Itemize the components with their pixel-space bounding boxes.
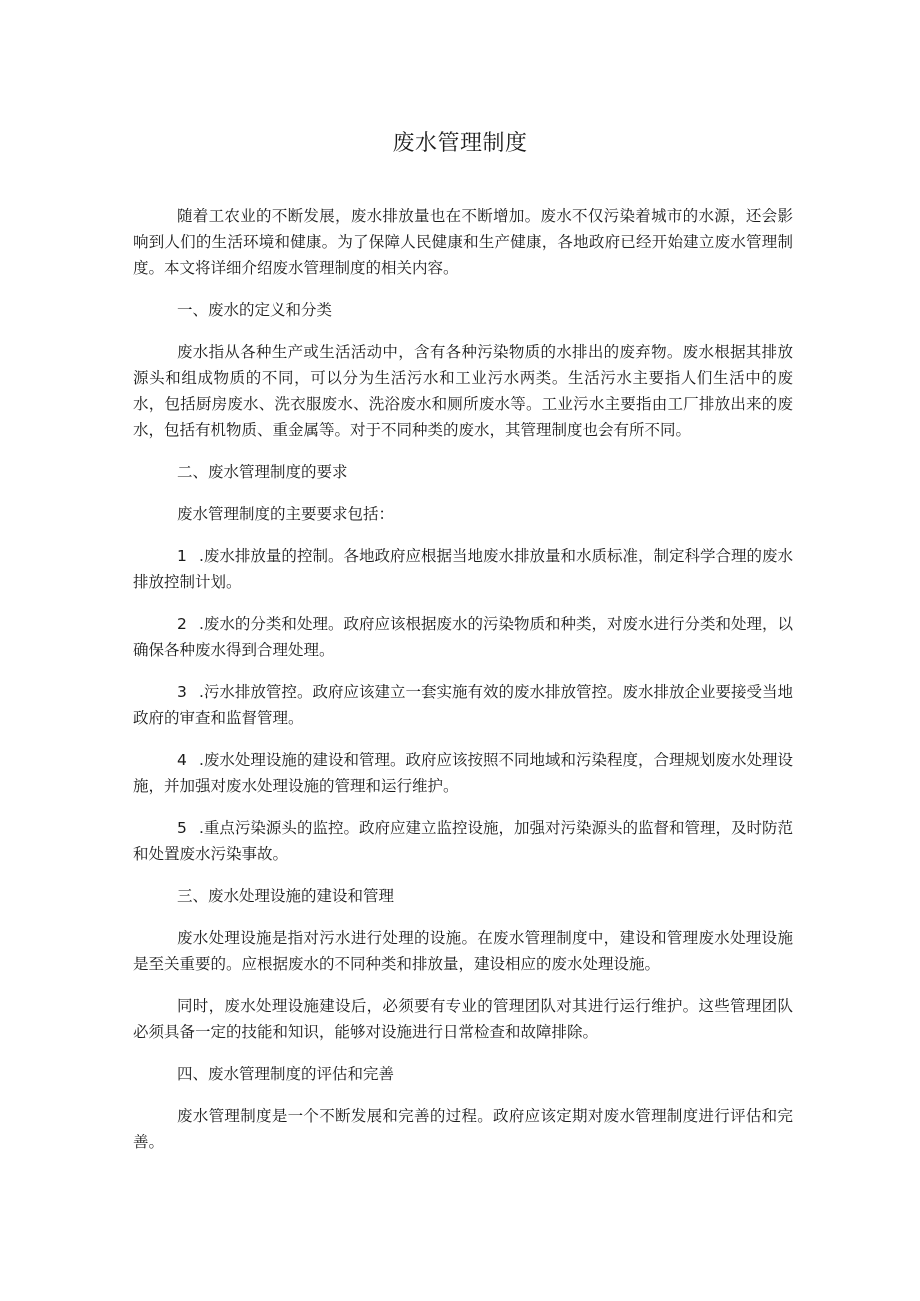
item-text: .重点污染源头的监控。政府应建立监控设施，加强对污染源头的监督和管理，及时防范和处置废水污染事故。 (133, 819, 793, 863)
section-4-paragraph: 废水管理制度是一个不断发展和完善的过程。政府应该定期对废水管理制度进行评估和完善。 (133, 1107, 793, 1151)
section-2-lead: 废水管理制度的主要要求包括： (177, 505, 395, 523)
section-heading-1: 一、废水的定义和分类 (177, 301, 333, 319)
item-number: 2 (177, 615, 187, 633)
requirement-item-3 (133, 679, 793, 731)
item-text: .废水的分类和处理。政府应该根据废水的污染物质和种类，对废水进行分类和处理，以确保各种废水得到合理处理。 (133, 615, 793, 659)
item-number: 1 (177, 547, 187, 565)
item-number: 5 (177, 819, 187, 837)
section-3-paragraph-2: 同时，废水处理设施建设后，必须要有专业的管理团队对其进行运行维护。这些管理团队必须具备一定的技能和知识，能够对设施进行日常检查和故障排除。 (133, 997, 793, 1041)
document-title: 废水管理制度 (392, 131, 528, 156)
item-number: 4 (177, 751, 187, 769)
item-text: .污水排放管控。政府应该建立一套实施有效的废水排放管控。废水排放企业要接受当地政府的审查和监督管理。 (133, 683, 793, 727)
section-1-paragraph: 废水指从各种生产或生活活动中，含有各种污染物质的水排出的废弃物。废水根据其排放源头和组成物质的不同，可以分为生活污水和工业污水两类。生活污水主要指人们生活中的废水，包括厨房废水、洗衣服废水、洗浴废水和厕所废水等。工业污水主要指由工厂排放出来的废水，包括有机物质、重金属等。对于不同种类的废水，其管理制度也会有所不同。 (133, 343, 793, 439)
section-3-paragraph-1: 废水处理设施是指对污水进行处理的设施。在废水管理制度中，建设和管理废水处理设施是至关重要的。应根据废水的不同种类和排放量，建设相应的废水处理设施。 (133, 929, 793, 973)
requirement-item-2 (133, 611, 793, 663)
section-heading-3: 三、废水处理设施的建设和管理 (177, 887, 395, 905)
section-heading-4: 四、废水管理制度的评估和完善 (177, 1065, 395, 1083)
item-text: .废水排放量的控制。各地政府应根据当地废水排放量和水质标准，制定科学合理的废水排放控制计划。 (133, 547, 793, 591)
intro-paragraph: 随着工农业的不断发展，废水排放量也在不断增加。废水不仅污染着城市的水源，还会影响到人们的生活环境和健康。为了保障人民健康和生产健康，各地政府已经开始建立废水管理制度。本文将详细介绍废水管理制度的相关内容。 (133, 207, 793, 277)
section-heading-2: 二、废水管理制度的要求 (177, 463, 348, 481)
requirement-item-4 (133, 747, 793, 799)
item-text: .废水处理设施的建设和管理。政府应该按照不同地域和污染程度，合理规划废水处理设施，并加强对废水处理设施的管理和运行维护。 (133, 751, 793, 795)
requirement-item-5 (133, 815, 793, 867)
requirement-item-1 (133, 543, 793, 595)
document-body (133, 203, 793, 1171)
item-number: 3 (177, 683, 187, 701)
